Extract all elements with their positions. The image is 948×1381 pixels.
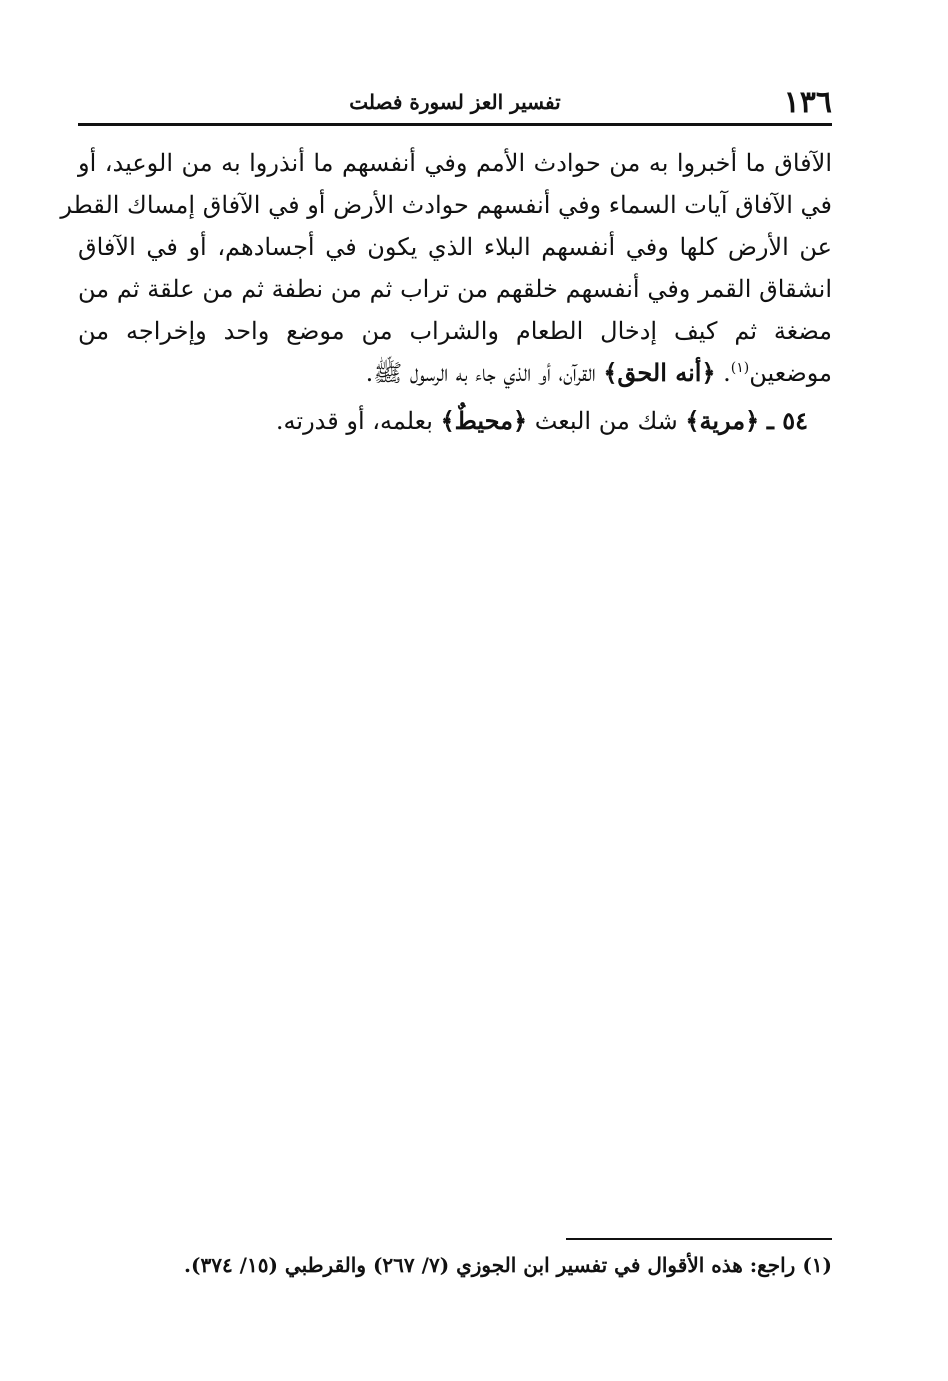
quoted-term: ﴿محيطٌ﴾ [440, 406, 528, 435]
page-number: ١٣٦ [783, 85, 832, 120]
body-line: انشقاق القمر وفي أنفسهم خلقهم من تراب ثم من نطفة ثم من علقة ثم من [78, 275, 832, 303]
footnote-text: راجع: هذه الأقوال في تفسير ابن الجوزي (٧/ ٢٦٧) والقرطبي (١٥/ ٣٧٤). [184, 1253, 796, 1277]
body-line: في الآفاق آيات السماء وفي أنفسهم حوادث الأرض أو في الآفاق إمساك القطر [60, 191, 832, 219]
commentary-text: بعلمه، أو قدرته. [275, 407, 441, 435]
verse-number: ٥٤ ـ [766, 406, 808, 435]
running-title: تفسير العز لسورة فصلت [349, 90, 561, 114]
quoted-verse: ﴿أنه الحق﴾ [603, 358, 716, 387]
footnote-marker: (١) [802, 1253, 832, 1277]
body-text [60, 142, 832, 394]
body-line: عن الأرض كلها وفي أنفسهم البلاء الذي يكون في أجسادهم، أو في الآفاق [78, 233, 832, 261]
footnote-rule [566, 1238, 832, 1240]
body-line: الآفاق ما أخبروا به من حوادث الأمم وفي أنفسهم ما أنذروا به من الوعيد، أو [78, 149, 832, 177]
page-header [78, 82, 832, 122]
quoted-term: ﴿مرية﴾ [685, 406, 760, 435]
footnote [78, 1247, 832, 1283]
body-text-segment: موضعين [749, 359, 832, 387]
body-text-segment: . [715, 359, 731, 387]
footnote-reference: (١) [730, 360, 750, 376]
body-line: مضغة ثم كيف إدخال الطعام والشراب من موضع واحد وإخراجه من [78, 317, 832, 345]
commentary-text: شك من البعث [527, 407, 686, 435]
body-line-last [78, 352, 832, 394]
body-text-segment: القرآن، أو الذي جاء به الرسول ﷺ. [365, 359, 604, 387]
header-rule [78, 123, 832, 126]
verse-54-commentary [78, 400, 808, 442]
